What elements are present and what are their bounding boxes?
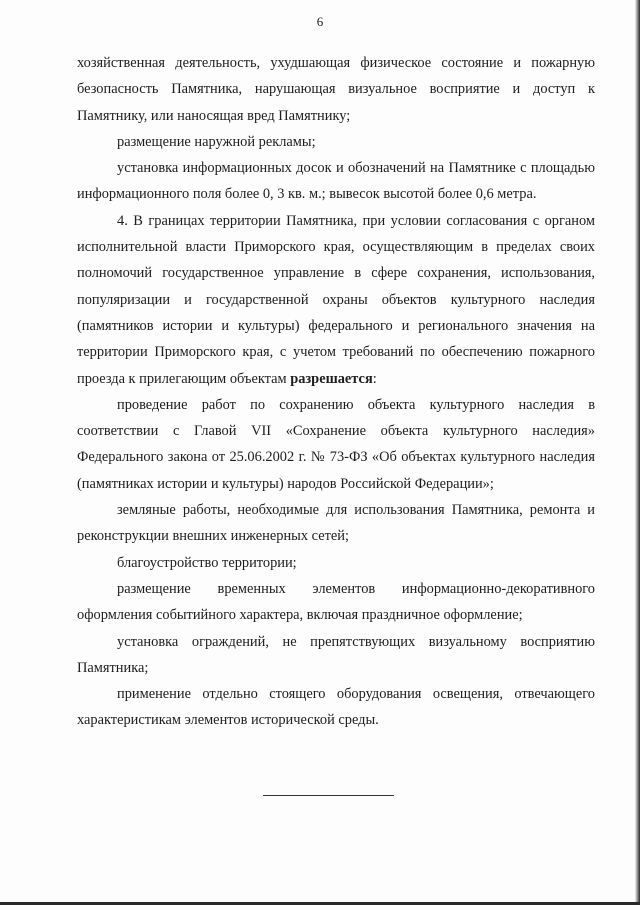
paragraph-preservation-works: проведение работ по сохранению объекта культурного наследия в соответствии с Главой VII «Сохранение объекта культурного наследия» Федерального закона от 25.06.2002 г. № 73-ФЗ «Об объектах культурного наследия (памятниках истории и культуры) народов Российской Федерации»; [77,396,595,492]
page-number: 6 [316,14,324,29]
section-4-permitted: разрешается [290,370,373,387]
paragraph-section-4 [77,208,595,392]
paragraph-earthworks: земляные работы, необходимые для использования Памятника, ремонта и реконструкции внешних инженерных сетей; [77,502,595,545]
paragraph-temporary-decor: размещение временных элементов информационно-декоративного оформления событийного характера, включая праздничное оформление; [77,580,595,624]
document-body [77,50,595,734]
paragraph-info-boards: установка информационных досок и обозначений на Памятнике с площадью информационного поля более 0, 3 кв. м.; вывесок высотой более 0,6 метра. [77,160,595,203]
end-separator-line [263,795,394,796]
section-4-colon: : [372,370,377,387]
paragraph-fences: установка ограждений, не препятствующих визуальному восприятию Памятника; [77,633,595,676]
scan-edge-right [635,0,640,905]
section-4-text: 4. В границах территории Памятника, при условии согласования с органом исполнительной власти Приморского края, осуществляющим в пределах своих полномочий государственное управление в сфере сохранения, использования, популяризации и государственной охраны объектов культурного наследия (памятников истории и культуры) федерального и регионального значения на территории Приморского края, с учетом требований по обеспечению пожарного проезда к прилегающим объектам [77,212,595,387]
paragraph-landscaping: благоустройство территории; [117,554,297,571]
paragraph-lighting: применение отдельно стоящего оборудования освещения, отвечающего характеристикам элементов исторической среды. [77,686,595,729]
paragraph-prohibited-activity: хозяйственная деятельность, ухудшающая физическое состояние и пожарную безопасность Памятника, нарушающая визуальное восприятие и доступ к Памятнику, или наносящая вред Памятнику; [77,55,595,124]
paragraph-outdoor-advertising: размещение наружной рекламы; [117,133,316,150]
